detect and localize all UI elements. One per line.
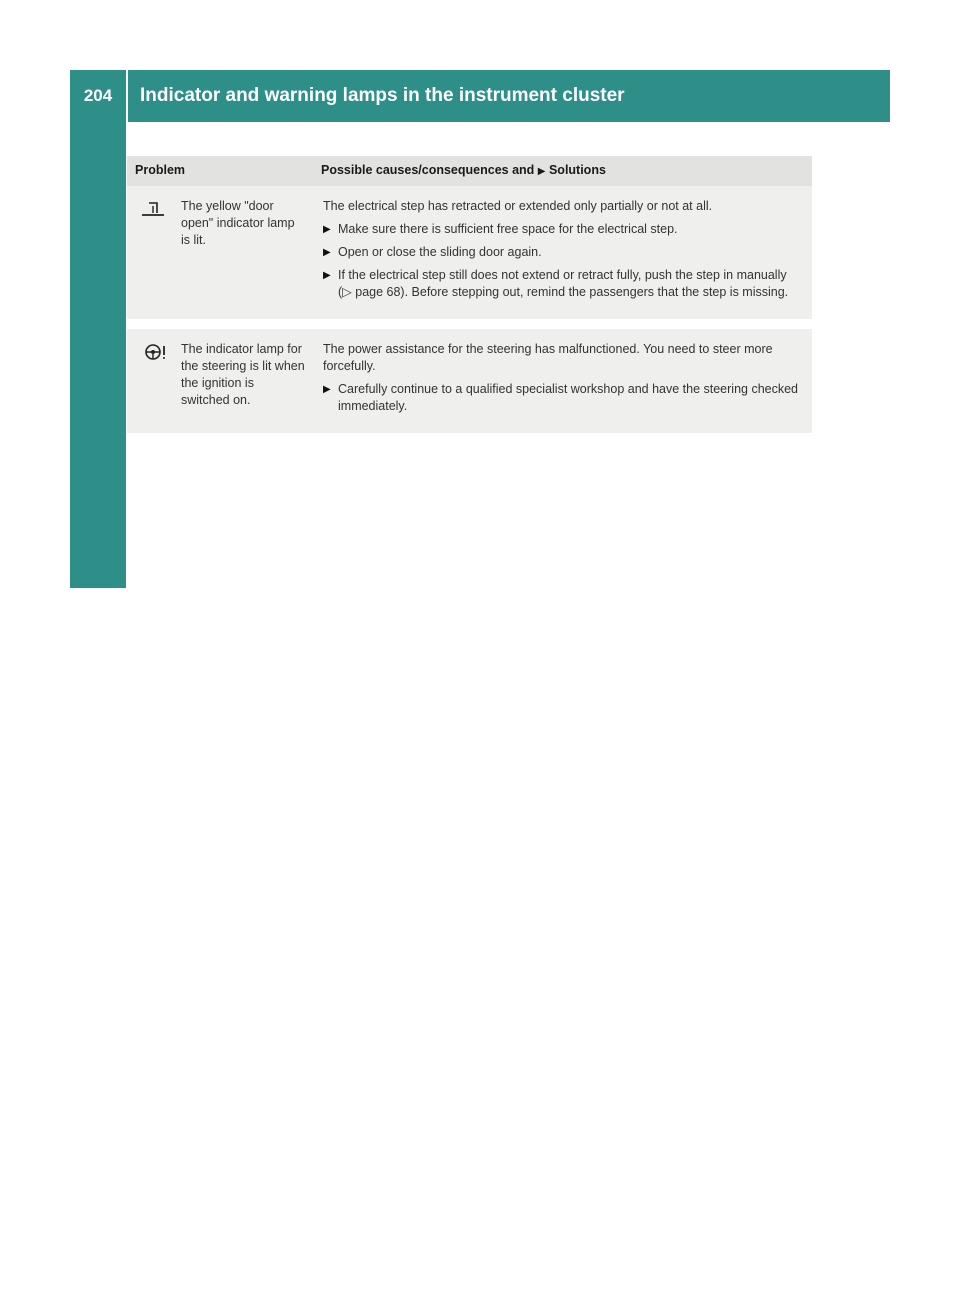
solution-cell <box>313 329 812 433</box>
problem-text: The yellow "door open" indicator lamp is lit. <box>181 199 295 247</box>
solution-text: Carefully continue to a qualified specialist workshop and have the steering checked immediately. <box>338 382 798 413</box>
solution-cell <box>313 186 812 319</box>
lamp-table <box>127 156 812 433</box>
column-header-problem: Problem <box>127 156 313 186</box>
arrow-icon: ▶ <box>323 224 331 235</box>
column-header-solutions <box>313 156 812 186</box>
page-number: 204 <box>70 70 128 122</box>
table-row <box>127 329 812 433</box>
table-header-row <box>127 156 812 186</box>
list-item <box>323 221 802 238</box>
arrow-icon: ▶ <box>323 247 331 258</box>
solution-text: Make sure there is sufficient free space for the electrical step. <box>338 222 678 236</box>
solution-text: Open or close the sliding door again. <box>338 245 542 259</box>
door-step-icon <box>135 198 171 249</box>
problem-cell <box>127 186 313 319</box>
problem-cell <box>127 329 313 433</box>
column-header-solutions-suffix: Solutions <box>548 163 606 177</box>
list-item <box>323 267 802 301</box>
cause-text: The electrical step has retracted or extended only partially or not at all. <box>323 199 713 213</box>
arrow-icon: ▶ <box>537 166 546 177</box>
table-row <box>127 186 812 319</box>
problem-text: The indicator lamp for the steering is lit when the ignition is switched on. <box>181 342 305 407</box>
solution-text: If the electrical step still does not extend or retract fully, push the step in manually (▷ page 68). Before stepping out, remind the passengers that the step is missing. <box>338 268 789 299</box>
cause-text: The power assistance for the steering has malfunctioned. You need to steer more forcefully. <box>323 342 773 373</box>
steering-wheel-warning-icon <box>135 341 171 409</box>
list-item <box>323 381 802 415</box>
list-item <box>323 244 802 261</box>
arrow-icon: ▶ <box>323 270 331 281</box>
header-bar <box>70 70 890 122</box>
side-tab-label: On-board computer and displays <box>88 184 109 482</box>
column-header-solutions-prefix: Possible causes/consequences and <box>321 163 535 177</box>
page-title: Indicator and warning lamps in the instrument cluster <box>140 85 625 106</box>
arrow-icon: ▶ <box>323 384 331 395</box>
